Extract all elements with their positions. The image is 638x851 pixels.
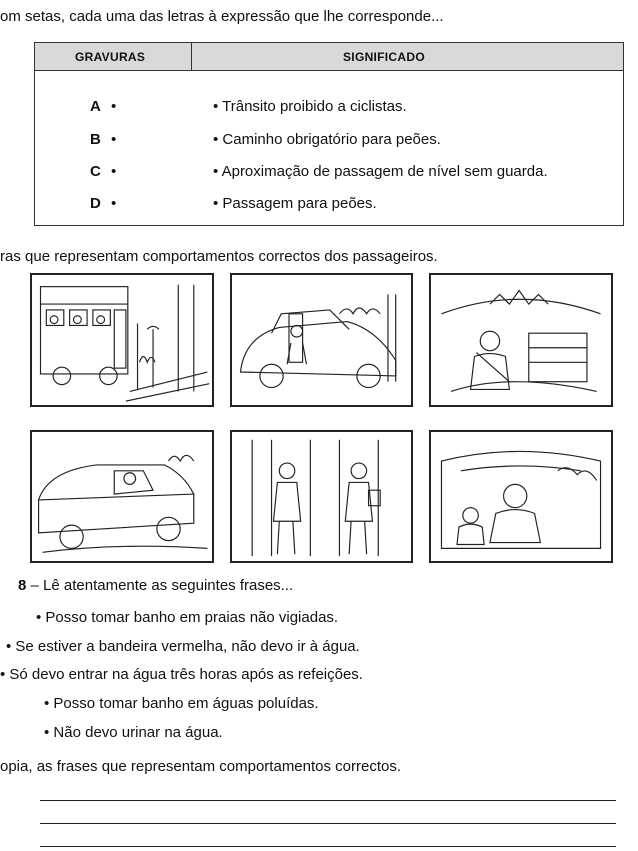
row-meaning: • Caminho obrigatório para peões. — [213, 131, 441, 148]
section7-line: ras que representam comportamentos correctos dos passageiros. — [0, 248, 438, 265]
table-row — [35, 98, 623, 122]
table-row — [35, 195, 623, 219]
row-letter: A — [90, 98, 101, 115]
car-door-illustration — [230, 273, 413, 407]
bus-stop-illustration — [30, 273, 214, 407]
row-letter: D — [90, 195, 101, 212]
row-dot: • — [111, 98, 117, 115]
header-gravuras: GRAVURAS — [75, 50, 146, 64]
section8-title — [18, 577, 293, 594]
row-meaning: • Passagem para peões. — [213, 195, 377, 212]
phrase-item: • Posso tomar banho em águas poluídas. — [44, 695, 319, 712]
header-divider — [191, 43, 192, 70]
row-meaning: • Trânsito proibido a ciclistas. — [213, 98, 407, 115]
row-letter: C — [90, 163, 101, 180]
seatbelt-illustration — [429, 273, 613, 407]
header-significado: SIGNIFICADO — [343, 50, 425, 64]
row-dot: • — [111, 195, 117, 212]
row-meaning: • Aproximação de passagem de nível sem guarda. — [213, 163, 548, 180]
table-header — [35, 43, 623, 71]
bus-standing-illustration — [230, 430, 413, 563]
phrase-item: • Não devo urinar na água. — [44, 724, 223, 741]
phrase-item: • Posso tomar banho em praias não vigiadas. — [36, 609, 339, 626]
table-row — [35, 163, 623, 187]
section8-title-text: – Lê atentamente as seguintes frases... — [26, 577, 294, 594]
car-window-illustration — [30, 430, 214, 563]
phrase-item: • Só devo entrar na água três horas após as refeições. — [0, 666, 363, 683]
intro-line: om setas, cada uma das letras à expressão que lhe corresponde... — [0, 8, 444, 25]
row-letter: B — [90, 131, 101, 148]
row-dot: • — [111, 163, 117, 180]
answer-line[interactable] — [40, 846, 616, 847]
car-back-seat-illustration — [429, 430, 613, 563]
phrase-item: • Se estiver a bandeira vermelha, não devo ir à água. — [6, 638, 360, 655]
answer-line[interactable] — [40, 823, 616, 824]
row-dot: • — [111, 131, 117, 148]
copy-instruction: opia, as frases que representam comportamentos correctos. — [0, 758, 402, 775]
section8-number: 8 — [18, 577, 27, 594]
answer-line[interactable] — [40, 800, 616, 801]
matching-table — [34, 42, 624, 226]
table-row — [35, 131, 623, 155]
